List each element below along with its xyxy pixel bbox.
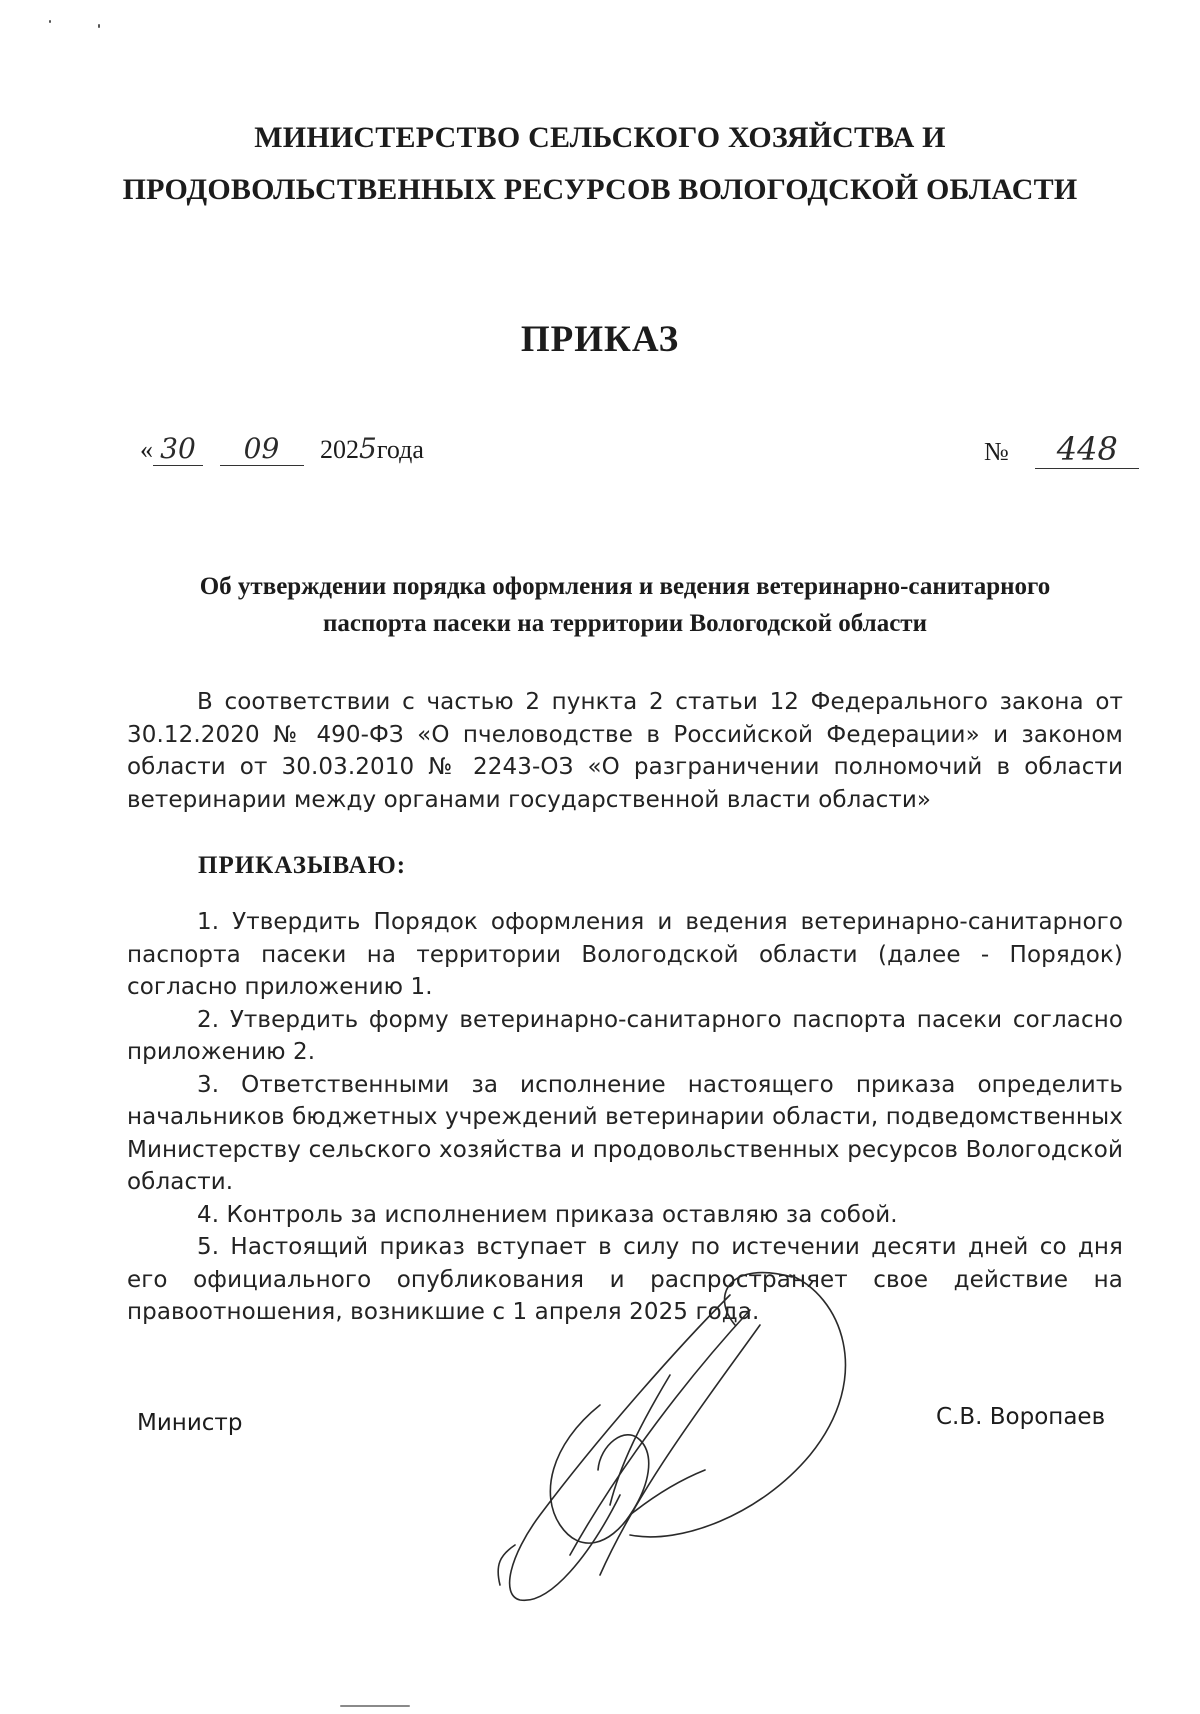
ministry-line-1: МИНИСТЕРСТВО СЕЛЬСКОГО ХОЗЯЙСТВА И <box>254 121 946 154</box>
order-item-5: 5. Настоящий приказ вступает в силу по истечении десяти дней со дня его официального опубликования и распространяет свое действие на правоотношения, возникшие с 1 апреля 2025 года. <box>127 1234 1123 1325</box>
date-day: 30 <box>153 432 203 466</box>
ministry-line-2: ПРОДОВОЛЬСТВЕННЫХ РЕСУРСОВ ВОЛОГОДСКОЙ ОБЛАСТИ <box>122 173 1078 206</box>
signature-stroke <box>600 1325 760 1575</box>
signatory-role: Министр <box>137 1410 243 1436</box>
preamble-text: В соответствии с частью 2 пункта 2 статьи 12 Федерального закона от 30.12.2020 № 490-ФЗ «О пчеловодстве в Российской Федерации» и законом области от 30.03.2010 № 2243-ОЗ «О разграничении полномочий в области ветеринарии между органами государственной власти области» <box>127 689 1123 813</box>
order-item-3: 3. Ответственными за исполнение настоящего приказа определить начальников бюджетных учреждений ветеринарии области, подведомственных Министерству сельского хозяйства и продовольственных ресурсов Вологодской области. <box>127 1071 1123 1195</box>
number-value: 448 <box>1035 430 1139 469</box>
scan-speck <box>98 24 100 28</box>
preamble <box>127 686 1123 816</box>
date-open-quote: « <box>140 435 153 464</box>
order-item-1: 1. Утвердить Порядок оформления и ведения ветеринарно-санитарного паспорта пасеки на территории Вологодской области (далее - Порядок) согласно приложению 1. <box>127 909 1123 1000</box>
date-suffix: года <box>376 435 424 464</box>
document-type: ПРИКАЗ <box>520 319 680 360</box>
signature-stroke <box>510 1295 730 1600</box>
scan-speck <box>49 20 51 23</box>
order-subject <box>130 568 1120 642</box>
handwritten-signature <box>480 1255 900 1635</box>
orders-heading: ПРИКАЗЫВАЮ: <box>198 852 407 879</box>
order-date <box>140 432 424 466</box>
date-year-suffix: 5 <box>359 432 377 465</box>
subject-line-1: Об утверждении порядка оформления и ведения ветеринарно-санитарного <box>199 573 1051 600</box>
signature-stroke <box>550 1405 648 1543</box>
subject-line-2: паспорта пасеки на территории Вологодской области <box>323 610 927 637</box>
ministry-header <box>0 112 1200 216</box>
number-label: № <box>984 437 1009 466</box>
order-number <box>984 430 1139 469</box>
signature-stroke <box>630 1470 705 1515</box>
order-item-4: 4. Контроль за исполнением приказа оставляю за собой. <box>197 1201 898 1228</box>
signatory-name: С.В. Воропаев <box>936 1404 1106 1430</box>
signature-stroke <box>725 1273 792 1325</box>
signature-stroke <box>630 1275 845 1537</box>
date-year-prefix: 202 <box>320 435 359 464</box>
date-month: 09 <box>220 432 304 466</box>
signature-stroke <box>570 1310 750 1555</box>
order-item-2: 2. Утвердить форму ветеринарно-санитарного паспорта пасеки согласно приложению 2. <box>127 1006 1123 1065</box>
scan-edge-mark <box>340 1705 410 1707</box>
